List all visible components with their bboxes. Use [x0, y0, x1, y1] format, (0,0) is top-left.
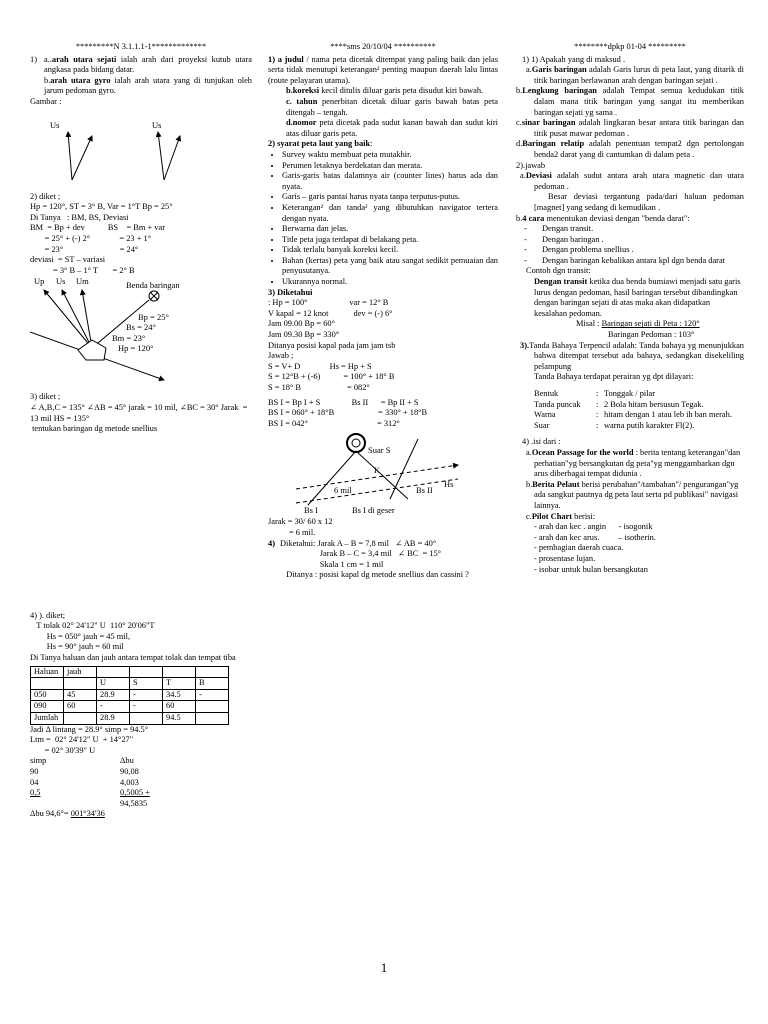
ocean-passage — [516, 448, 744, 480]
term-bold: Ocean Passage for the world — [531, 447, 634, 457]
calc-cell: 0,5 — [30, 788, 41, 798]
hp-label: Hp = 120° — [118, 343, 154, 354]
term-bold: arah utara gyro — [50, 75, 111, 85]
item-prefix: b. — [516, 86, 523, 96]
hs-label: Hs — [444, 479, 454, 490]
us-label: Us — [56, 276, 66, 287]
list-item: - arah dan kec . angin - isogonik — [534, 522, 653, 532]
text-line: tentukan baringan dg metode snellius — [30, 424, 158, 434]
item-prefix: a. — [520, 171, 526, 181]
definition: peta dicetak pada sudut kanan bawah dan sudut kiri atas diluar garis peta. — [286, 118, 498, 138]
text-line: Jawab ; — [268, 351, 294, 361]
table-cell — [64, 713, 97, 725]
table-cell: Haluan — [31, 666, 64, 678]
text-line: Diketahui: Jarak A – B = 7,8 mil ∠ AB = 40° — [280, 538, 437, 548]
item-prefix: a.. — [44, 54, 52, 64]
list-item: - Dengan baringan . — [542, 235, 744, 246]
calc-cell: 94,5835 — [120, 798, 148, 808]
text-line: 3) diket ; — [30, 392, 61, 402]
buoy-properties — [516, 389, 744, 431]
text-line: Ltm = 02° 24'12" U + 14°27" — [30, 735, 134, 745]
list-item: - Dengan baringan kebalikan antara kpl dgn benda darat — [542, 256, 744, 267]
text-line: S = 18° B = 082° — [268, 383, 370, 392]
up-label: Up — [34, 276, 45, 287]
property-cell: 2 Bola hitam bersusun Tegak. — [604, 399, 704, 409]
calc-cell: 0,5005 + — [120, 788, 150, 798]
p3-heading — [268, 288, 498, 299]
q1-heading: 1) 1) Apakah yang di maksud . — [522, 54, 626, 64]
list-item: - arah dan kec arus. – isotherin. — [534, 532, 656, 542]
calc-cell: 04 — [30, 777, 39, 787]
term-bold: sinar baringan — [521, 118, 576, 128]
definition: adalah Garis lurus di peta laut, yang ditarik di titik baringan berlawanan arah dengan baringan sejati . — [534, 65, 745, 85]
item-number: 1) — [268, 54, 275, 64]
bearing-line — [308, 451, 356, 505]
text-line: Hs = 90° jauh = 60 mil — [30, 642, 124, 652]
text-line: Jam 09.30 Bp = 330° — [268, 330, 340, 340]
deviasi-note: Besar deviasi tergantung pada/dari haluan pedoman [magnet] yang sedang di kemudikan . — [534, 192, 744, 212]
list-item: • Title peta juga terdapat di belakang peta. — [282, 235, 498, 246]
arrow-line — [158, 132, 164, 180]
table-cell: 94.5 — [163, 713, 196, 725]
property-cell: hitam dengan 1 atau leb ih ban merah. — [604, 410, 732, 420]
ship-icon — [78, 340, 106, 360]
list-item: - Dengan problema snellius . — [542, 245, 744, 256]
suar-label: Suar S — [368, 445, 391, 456]
pilot-chart — [516, 512, 744, 523]
item-prefix: a. — [526, 65, 532, 75]
property-row — [516, 400, 744, 411]
misal-line-2: Baringan Pedoman : 103° — [608, 330, 695, 340]
item-prefix: d. — [516, 139, 523, 149]
property-cell: Tonggak / pilar — [604, 389, 656, 398]
definition: menentukan deviasi dengan "benda darat": — [544, 213, 690, 223]
latitude-result — [30, 725, 252, 757]
table-cell: 60 — [64, 701, 97, 713]
text-line: Skala 1 cm = 1 mil — [280, 559, 384, 569]
table-cell: 34.5 — [163, 689, 196, 701]
calc-row — [30, 778, 252, 789]
term-bold: a judul — [277, 54, 304, 64]
misal-line-1 — [516, 319, 744, 330]
us-label: Us — [50, 119, 60, 130]
item-prefix: b. — [516, 213, 523, 223]
table-cell — [196, 701, 229, 713]
text-line: S = 12°B + (-6) = 100° + 18° B — [268, 372, 395, 382]
q2-heading: 2).jawab — [516, 160, 546, 170]
q1a-text — [44, 55, 252, 76]
calc-cell: 4,003 — [120, 777, 139, 787]
term-bold: Garis baringan — [531, 65, 587, 75]
table-cell — [130, 666, 163, 678]
table-cell: B — [196, 678, 229, 690]
definition: ketika dua benda bumiawi menjadi satu garis lurus dengan pedoman, hasil baringan tersebut dibandingkan dengan baringan sejati di atas maka akan didapatkan kesalahan pedoman. — [534, 277, 741, 318]
property-cell: : — [596, 399, 599, 409]
gambar-label: Gambar : — [30, 96, 62, 106]
property-cell: Warna — [534, 410, 556, 420]
term-bold: d.nomor — [286, 118, 317, 128]
item-prefix: b. — [44, 75, 51, 85]
table-cell — [31, 678, 64, 690]
table-cell: - — [97, 701, 130, 713]
property-cell: : — [596, 410, 599, 420]
position-diagram — [268, 429, 498, 517]
misal-prefix: Misal : — [576, 319, 602, 329]
property-cell: : — [596, 420, 599, 430]
definition: adalah Tempat semua kedudukan titik dalam mana titik baringan yang sangat itu memberikan baringan sejati yg sama . — [534, 86, 744, 117]
term-bold: arah utara sejati — [51, 54, 117, 64]
text-line: Ditanya : posisi kapal dg metode snellius dan cassini ? — [280, 570, 469, 580]
section-header: ****sms 20/10/04 ********** — [330, 42, 436, 51]
text-line: Jadi Δ lintang = 28.9° simp = 94.5° — [30, 724, 149, 734]
lighthouse-core — [352, 439, 360, 447]
table-cell — [97, 666, 130, 678]
text-line: Hp = 120°, ST = 3° B, Var = 1°T Bp = 25° — [30, 202, 173, 212]
definition: Tanda Bahaya Terpencil adalah: Tanda bahaya yg menunjukkan bahwa ditempat tersebut ada bahaya, sedangkan disekeliling pelampung — [529, 340, 744, 371]
item-number: 3) — [268, 287, 275, 297]
p1-judul — [268, 55, 498, 87]
term-bold: Baringan relatip — [522, 139, 585, 149]
property-cell: warna putih karakter Fl(2). — [604, 420, 695, 430]
calc-row — [30, 788, 252, 799]
property-cell: : — [596, 389, 599, 398]
question-2 — [30, 192, 252, 277]
p4 — [268, 539, 498, 581]
definition: : berita tentang keterangan"dan perhatian"yg bersangkutan dg peta"yg menggambarkan dgn arus diberbagai tempat didunia . — [534, 447, 741, 479]
table-cell: 60 — [163, 701, 196, 713]
term-bold: Lengkung baringan — [522, 86, 597, 96]
text-line: BS I = 060° + 18°B = 330° + 18°B — [268, 408, 428, 418]
text-line: = 23° = 24° — [30, 244, 139, 254]
term-bold: Deviasi — [525, 171, 552, 181]
item-number: 3). — [520, 340, 530, 350]
text-line: V kapal = 12 knot dev = (-) 6° — [268, 308, 393, 318]
table-cell: - — [196, 689, 229, 701]
table-row — [31, 666, 229, 678]
q3-more: Tanda Bahaya terdapat perairan yg dpt dilayari: — [534, 372, 694, 382]
property-row — [516, 389, 744, 400]
p3-lines — [268, 298, 498, 393]
k-label: K — [374, 465, 381, 476]
q2-lines — [30, 192, 252, 277]
requirements-list — [268, 150, 498, 288]
text-line: Hs = 050° jauh = 45 mil, — [30, 631, 131, 641]
misal-value: Baringan sejati di Peta : 120° — [601, 319, 700, 329]
calc-cell: 90,08 — [120, 767, 139, 776]
definition: kecil ditulis diluar garis peta disudut kiri bawah. — [319, 86, 484, 96]
bp-label: Bp = 25° — [138, 312, 169, 323]
bearing-line — [390, 439, 418, 499]
list-item: • Garis – garis pantai harus nyata tanpa terputus-putus. — [282, 192, 498, 203]
table-cell — [64, 678, 97, 690]
final-value: 001°34'36 — [70, 809, 105, 819]
property-row — [516, 421, 744, 432]
calc-cell: 90 — [30, 767, 39, 776]
table-cell: 45 — [64, 689, 97, 701]
question-1 — [30, 55, 252, 97]
column-middle — [268, 42, 498, 581]
q1b-text — [44, 76, 252, 97]
text-line: = 02° 30'39" U — [30, 745, 96, 755]
text-line: Di Tanya haluan dan jauh antara tempat tolak dan tempat tiba — [30, 653, 236, 663]
jarak-lines — [268, 517, 498, 538]
column-left — [30, 42, 252, 820]
table-cell: U — [97, 678, 130, 690]
text-line: ∠ A,B,C = 135° ∠AB = 45° jarak = 10 mil, ∠BC = 30° Jarak = 13 mil HS = 135° — [30, 402, 250, 423]
table-cell: 090 — [31, 701, 64, 713]
arrow-line — [72, 136, 92, 180]
term-bold: Dengan transit — [534, 277, 588, 287]
property-cell: Bentuk — [534, 389, 559, 398]
text-line: = 25° + (-) 2° = 23 + 1° — [30, 233, 152, 243]
list-item: • Tidak terlalu banyak koreksi kecil. — [282, 245, 498, 256]
table-cell — [196, 666, 229, 678]
definition: ialah arah dari proyeksi kutub utara angkasa pada bidang datar. — [44, 54, 252, 75]
section-header: ********dpkp 01-04 ********* — [574, 42, 686, 51]
list-item: • Bahan (kertas) peta yang baik atau sangat sedikit pemuaian dan penyusutanya. — [282, 256, 498, 277]
definition: adalah penentuan tempat2 dgn pertolongan benda2 darat yang di cantumkan di dalam peta . — [534, 139, 744, 159]
text-line: = 3° B – 1° T = 2° B — [30, 265, 135, 275]
mil-label: 6 mil — [334, 485, 352, 496]
table-cell — [196, 713, 229, 725]
benda-label: Benda baringan — [126, 280, 180, 291]
definition: / nama peta dicetak ditempat yang paling baik dan jelas serta tidak menutupi keterangan² penting maupun daerah lalu lintas (route pelayaran utama). — [268, 54, 499, 85]
question-number: 1) — [30, 54, 37, 64]
term-bold: Berita Pelaut — [532, 479, 580, 489]
text-line: Jarak = 30/ 60 x 12 — [268, 517, 333, 527]
final-answer — [30, 809, 252, 820]
page-number: 1 — [380, 960, 388, 975]
table-row — [31, 701, 229, 713]
def-deviasi — [516, 171, 744, 192]
def-lengkung-baringan — [516, 86, 744, 118]
final-prefix: Δbu 94,6°= — [30, 809, 71, 819]
definition: ialah arah utara yang di tunjukan oleh jarum pedoman gyro. — [44, 75, 252, 96]
item-number: 2) — [268, 139, 275, 149]
table-cell: 28.9 — [97, 713, 130, 725]
arrow-line — [164, 136, 180, 180]
term-bold: c. tahun — [286, 96, 318, 106]
table-cell: 050 — [31, 689, 64, 701]
colon: : — [370, 139, 373, 149]
question-3 — [30, 392, 252, 434]
calc-row — [30, 799, 252, 810]
item-prefix: a. — [526, 447, 532, 457]
def-sinar-baringan — [516, 118, 744, 139]
text-line: 2) diket ; — [30, 191, 61, 201]
p1-koreksi — [268, 86, 498, 97]
contoh-label: Contoh dgn transit: — [526, 266, 591, 276]
calc-cell: Δbu — [120, 756, 134, 766]
term-bold: 4 cara — [522, 213, 545, 223]
table-row — [31, 713, 229, 725]
pilot-list — [516, 522, 744, 575]
bearing-diagram — [30, 276, 252, 388]
table-row — [31, 678, 229, 690]
bm-label: Bm = 23° — [112, 333, 146, 344]
definition: berisi perubahan"/tambahan"/ pengurangan"yg ada sangkut pautnya dg peta laut serta pd publikasi" navigasi lainnya. — [534, 479, 739, 510]
table-row — [31, 689, 229, 701]
um-label: Um — [76, 276, 89, 287]
calc-table — [30, 756, 252, 809]
text-line: Ditanya posisi kapal pada jam jam tsb — [268, 340, 396, 350]
p1-nomor — [268, 118, 498, 139]
text-line: S = V+ D Hs = Hp + S — [268, 361, 372, 371]
cara-list — [516, 224, 744, 266]
text-line: T tolak 02° 24'12" U 110° 20'06"T — [30, 621, 155, 631]
table-cell: - — [130, 689, 163, 701]
item-prefix: c. — [526, 511, 532, 521]
list-item: • Keterangan² dan tanda² yang dibutuhkan navigator tertera dengan nyata. — [282, 203, 498, 224]
q3-text — [516, 341, 744, 373]
list-item: - prosentase lujan. — [534, 553, 596, 563]
calc-row — [30, 756, 252, 767]
text-line: Jarak B – C = 3,4 mil ∠ BC = 15° — [280, 549, 442, 559]
text-line: BS I = Bp I + S Bs II = Bp II + S — [268, 397, 419, 407]
p4-lines — [280, 539, 498, 581]
p2-heading — [268, 139, 498, 150]
definition: adalah lingkaran besar antara titik baringan dan titik pusat mawar pedoman . — [534, 118, 744, 138]
nav-table — [30, 666, 229, 725]
calc-row — [30, 767, 252, 778]
p1-tahun — [268, 97, 498, 118]
definition: adalah sudut antara arah utara magnetic dan utara pedoman . — [534, 171, 744, 191]
text-line: deviasi = ST – variasi — [30, 255, 106, 265]
list-item: • Ukurannya normal. — [282, 277, 498, 288]
term-bold: Pilot Chart — [531, 511, 573, 521]
table-cell — [130, 713, 163, 725]
list-item: • Garis-garis batas dalamnya air (counter lines) harus ada dan nyata. — [282, 171, 498, 192]
calc-cell: simp — [30, 756, 47, 766]
bearing-line — [356, 451, 408, 499]
definition: penerbitan dicetak diluar garis bawah batas peta ditengah – tengah. — [286, 96, 498, 117]
property-cell: Suar — [534, 420, 550, 430]
calc-cell — [30, 799, 120, 810]
text-line: = 6 mil. — [268, 527, 316, 537]
list-item: • Perumen letaknya berdekatan dan merata. — [282, 161, 498, 172]
list-item: - isobar untuk bulan bersangkutan — [534, 564, 648, 574]
table-cell: S — [130, 678, 163, 690]
bs1-label: Bs I — [304, 505, 318, 516]
text-line: BS I = 042° = 312° — [268, 418, 400, 428]
table-cell: 28.9 — [97, 689, 130, 701]
bs-label: Bs = 24° — [126, 322, 156, 333]
table-cell: jauh — [64, 666, 97, 678]
bs-lines — [268, 398, 498, 430]
list-item: • Survey waktu membuat peta mutakhir. — [282, 150, 498, 161]
list-item: • Berwarna dan jelas. — [282, 224, 498, 235]
column-right — [516, 42, 744, 575]
cara-heading — [516, 214, 744, 225]
item-number: 4) — [268, 538, 275, 548]
text-line: 4) ). diket; — [30, 610, 66, 620]
table-cell: - — [130, 701, 163, 713]
question-4 — [30, 611, 252, 664]
north-arrows-figure — [30, 108, 252, 188]
term-bold: syarat peta laut yang baik — [277, 139, 371, 149]
list-item: - Dengan transit. — [542, 224, 744, 235]
section-header: *********N 3.1.1.1-1************* — [75, 42, 207, 51]
text-line: BM = Bp + dev BS = Bm + var — [30, 223, 165, 233]
q4-heading: 4) .isi dari : — [522, 437, 561, 447]
q1-answers — [44, 55, 252, 97]
table-cell — [163, 666, 196, 678]
property-row — [516, 410, 744, 421]
lighthouse-icon — [347, 434, 365, 452]
us-label: Us — [152, 119, 162, 130]
transit-text — [516, 277, 744, 319]
item-prefix: c. — [516, 118, 522, 128]
list-item: - pembagian daerah cuaca. — [534, 543, 624, 553]
term-bold: Diketahui — [277, 287, 313, 297]
property-cell: Tanda puncak — [534, 399, 581, 409]
def-garis-baringan — [516, 65, 744, 86]
def-baringan-relatip — [516, 139, 744, 160]
bs2-label: Bs II — [416, 485, 433, 496]
table-cell: T — [163, 678, 196, 690]
bs1-geser-label: Bs I di geser — [352, 505, 395, 516]
berita-pelaut — [516, 480, 744, 512]
text-line: Di Tanya : BM, BS, Deviasi — [30, 212, 129, 222]
item-prefix: b. — [526, 479, 533, 489]
table-cell: Jumlah — [31, 713, 64, 725]
term-bold: b.koreksi — [286, 86, 320, 96]
arrow-line — [68, 132, 72, 180]
definition: berisi: — [572, 511, 596, 521]
text-line: Jam 09.00 Bp = 60° — [268, 319, 335, 329]
text-line: : Hp = 100° var = 12° B — [268, 298, 389, 308]
